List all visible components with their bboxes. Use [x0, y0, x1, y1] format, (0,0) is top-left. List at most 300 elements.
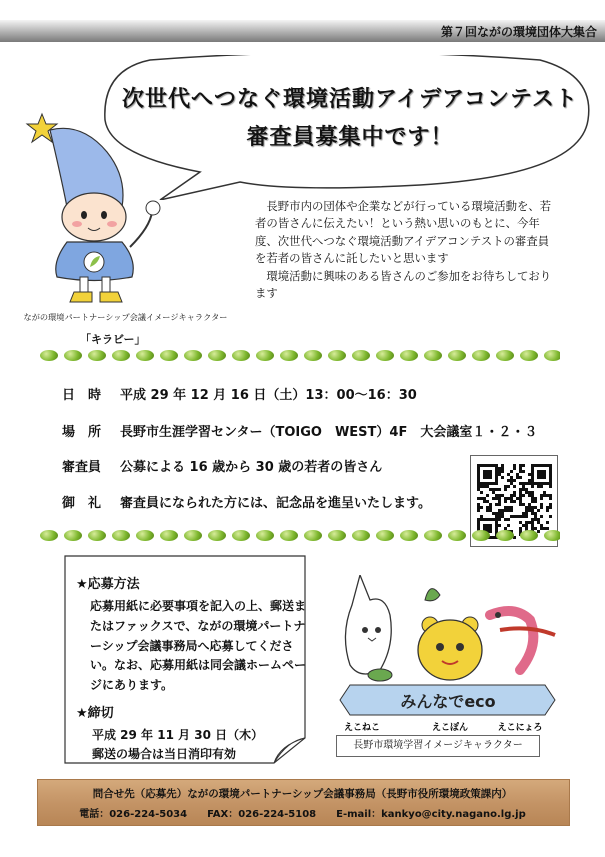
deadline-heading: ★締切: [76, 706, 114, 721]
qr-module: [531, 524, 534, 527]
dot-ornament: [136, 530, 154, 541]
qr-module: [525, 482, 528, 485]
qr-module: [495, 479, 498, 482]
dot-ornament: [304, 530, 322, 541]
judges-label: 審査員: [62, 460, 102, 475]
qr-module: [504, 509, 507, 512]
qr-module: [489, 518, 492, 521]
qr-module: [477, 506, 480, 509]
dot-ornament: [112, 350, 130, 361]
qr-module: [519, 500, 522, 503]
qr-module: [546, 509, 549, 512]
qr-module: [498, 494, 501, 497]
qr-module: [531, 497, 534, 500]
qr-module: [513, 464, 516, 467]
qr-module: [495, 476, 498, 479]
qr-module: [486, 485, 489, 488]
date-row: [62, 384, 417, 403]
recruit-title: 審査員募集中です！: [246, 125, 454, 150]
qr-module: [519, 464, 522, 467]
qr-module: [483, 476, 486, 479]
qr-module: [492, 512, 495, 515]
dot-ornament: [448, 350, 466, 361]
character-caption: ながの環境パートナーシップ会議イメージキャラクター: [23, 312, 228, 322]
qr-module: [486, 482, 489, 485]
qr-module: [537, 518, 540, 521]
qr-module: [534, 512, 537, 515]
dot-ornament: [88, 530, 106, 541]
qr-module: [531, 479, 534, 482]
qr-module: [510, 497, 513, 500]
qr-module: [540, 482, 543, 485]
qr-module: [525, 506, 528, 509]
dot-ornament: [424, 530, 442, 541]
qr-module: [540, 494, 543, 497]
qr-module: [522, 470, 525, 473]
qr-module: [549, 503, 552, 506]
dot-ornament: [88, 350, 106, 361]
qr-module: [486, 464, 489, 467]
qr-module: [540, 473, 543, 476]
qr-module: [510, 506, 513, 509]
qr-module: [522, 482, 525, 485]
qr-module: [537, 482, 540, 485]
qr-module: [525, 512, 528, 515]
qr-module: [540, 506, 543, 509]
qr-module: [522, 485, 525, 488]
qr-module: [489, 482, 492, 485]
qr-module: [495, 524, 498, 527]
qr-module: [501, 515, 504, 518]
qr-module: [483, 470, 486, 473]
application-body: 応募用紙に必要事項を記入の上、郵送またはファックスで、ながの環境パートナーシップ会議事務局へ応募してください。なお、応募用紙は同会議ホームページにあります。: [90, 599, 307, 693]
qr-module: [519, 491, 522, 494]
qr-module: [543, 482, 546, 485]
dot-ornament: [40, 530, 58, 541]
qr-module: [480, 497, 483, 500]
qr-module: [549, 470, 552, 473]
dot-ornament: [232, 350, 250, 361]
qr-module: [477, 476, 480, 479]
qr-module: [501, 464, 504, 467]
qr-module: [510, 470, 513, 473]
qr-module: [483, 500, 486, 503]
qr-module: [516, 473, 519, 476]
qr-module: [546, 494, 549, 497]
qr-module: [489, 506, 492, 509]
qr-module: [522, 464, 525, 467]
qr-module: [504, 506, 507, 509]
qr-module: [531, 506, 534, 509]
qr-module: [504, 485, 507, 488]
qr-module: [477, 521, 480, 524]
qr-module: [549, 485, 552, 488]
qr-module: [531, 467, 534, 470]
qr-module: [531, 518, 534, 521]
qr-module: [486, 476, 489, 479]
qr-module: [531, 485, 534, 488]
qr-module: [498, 503, 501, 506]
qr-module: [537, 485, 540, 488]
qr-module: [495, 497, 498, 500]
qr-module: [546, 521, 549, 524]
thanks-row: [62, 492, 431, 511]
qr-module: [477, 485, 480, 488]
dot-ornament: [184, 350, 202, 361]
qr-module: [504, 497, 507, 500]
qr-module: [480, 506, 483, 509]
qr-module: [489, 473, 492, 476]
qr-module: [543, 476, 546, 479]
qr-module: [525, 488, 528, 491]
qr-module: [504, 488, 507, 491]
qr-module: [549, 506, 552, 509]
qr-module: [549, 473, 552, 476]
qr-module: [549, 482, 552, 485]
qr-module: [516, 476, 519, 479]
dot-ornament: [208, 530, 226, 541]
qr-module: [492, 491, 495, 494]
deadline-date: 平成 29 年 11 月 30 日（木）: [92, 728, 264, 742]
qr-module: [477, 470, 480, 473]
qr-module: [528, 509, 531, 512]
qr-module: [480, 464, 483, 467]
qr-module: [513, 494, 516, 497]
dot-ornament: [64, 350, 82, 361]
qr-module: [519, 503, 522, 506]
contact-line: 問合せ先（応募先）ながの環境パートナーシップ会議事務局（長野市役所環境政策課内）: [92, 788, 513, 800]
qr-module: [507, 524, 510, 527]
qr-module: [495, 482, 498, 485]
qr-module: [531, 521, 534, 524]
qr-module: [477, 503, 480, 506]
dot-ornament: [232, 530, 250, 541]
qr-module: [504, 518, 507, 521]
dot-ornament: [256, 530, 274, 541]
qr-module: [483, 497, 486, 500]
qr-module: [531, 494, 534, 497]
qr-module: [513, 500, 516, 503]
qr-module: [483, 482, 486, 485]
qr-module: [498, 524, 501, 527]
qr-module: [486, 506, 489, 509]
qr-module: [537, 521, 540, 524]
dot-ornament: [376, 350, 394, 361]
qr-module: [540, 497, 543, 500]
qr-module: [537, 464, 540, 467]
qr-module: [480, 518, 483, 521]
qr-module: [477, 479, 480, 482]
dot-ornament: [400, 350, 418, 361]
qr-module: [513, 467, 516, 470]
qr-module: [495, 494, 498, 497]
qr-module: [543, 464, 546, 467]
qr-module: [492, 518, 495, 521]
qr-module: [519, 470, 522, 473]
qr-module: [522, 512, 525, 515]
qr-module: [477, 482, 480, 485]
qr-module: [507, 506, 510, 509]
place-value: 長野市生涯学習センター（TOIGO WEST）4F 大会議室１・２・３: [120, 425, 538, 440]
qr-module: [510, 482, 513, 485]
qr-module: [510, 509, 513, 512]
qr-module: [477, 524, 480, 527]
qr-module: [534, 518, 537, 521]
dot-ornament: [448, 530, 466, 541]
qr-module: [528, 494, 531, 497]
dot-ornament: [472, 530, 490, 541]
qr-module: [498, 473, 501, 476]
qr-module: [519, 497, 522, 500]
qr-module: [492, 464, 495, 467]
qr-module: [483, 524, 486, 527]
qr-module: [546, 482, 549, 485]
qr-module: [504, 500, 507, 503]
qr-module: [540, 485, 543, 488]
qr-module: [543, 494, 546, 497]
qr-module: [549, 467, 552, 470]
qr-module: [537, 509, 540, 512]
dot-ornament: [376, 530, 394, 541]
qr-module: [507, 509, 510, 512]
qr-module: [492, 497, 495, 500]
qr-module: [510, 479, 513, 482]
qr-module: [531, 482, 534, 485]
qr-module: [528, 473, 531, 476]
qr-module: [531, 491, 534, 494]
qr-module: [537, 473, 540, 476]
qr-module: [501, 470, 504, 473]
eco-name: えこねこ: [343, 723, 381, 733]
dot-ornament: [160, 350, 178, 361]
kirabee-character-image: [12, 112, 182, 312]
qr-module: [549, 515, 552, 518]
qr-module: [540, 515, 543, 518]
qr-module: [498, 509, 501, 512]
qr-module: [498, 512, 501, 515]
qr-module: [549, 497, 552, 500]
qr-module: [546, 506, 549, 509]
qr-module: [531, 473, 534, 476]
qr-module: [492, 482, 495, 485]
qr-module: [495, 521, 498, 524]
qr-module: [543, 470, 546, 473]
phone-number: 電話：026-224-5034: [79, 809, 188, 820]
qr-module: [513, 491, 516, 494]
dot-ornament: [136, 350, 154, 361]
qr-module: [498, 488, 501, 491]
qr-module: [531, 512, 534, 515]
qr-module: [489, 476, 492, 479]
qr-module: [537, 476, 540, 479]
contest-title: 次世代へつなぐ環境活動アイデアコンテスト: [121, 87, 579, 112]
qr-module: [519, 521, 522, 524]
qr-module: [543, 473, 546, 476]
qr-module: [483, 473, 486, 476]
eco-characters-image: [330, 575, 560, 735]
email-address[interactable]: E-mail：kankyo@city.nagano.lg.jp: [336, 809, 526, 820]
qr-module: [489, 503, 492, 506]
date-value: 平成 29 年 12 月 16 日（土）13：00～16：30: [120, 388, 417, 403]
qr-module: [540, 476, 543, 479]
qr-module: [549, 479, 552, 482]
qr-module: [489, 524, 492, 527]
dot-ornament: [328, 530, 346, 541]
qr-module: [486, 470, 489, 473]
eco-name: えこにょろ: [497, 723, 543, 733]
deadline-note: 郵送の場合は当日消印有効: [92, 747, 237, 761]
dot-divider-bottom: [40, 528, 560, 542]
qr-module: [522, 503, 525, 506]
judges-row: [62, 456, 382, 475]
qr-module: [543, 491, 546, 494]
qr-module: [495, 518, 498, 521]
qr-module: [498, 470, 501, 473]
qr-module: [519, 476, 522, 479]
qr-module: [513, 479, 516, 482]
dot-ornament: [328, 350, 346, 361]
eco-banner-text: みんなでeco: [400, 692, 496, 711]
qr-module: [498, 518, 501, 521]
qr-module: [510, 494, 513, 497]
dot-ornament: [544, 530, 560, 541]
judges-value: 公募による 16 歳から 30 歳の若者の皆さん: [120, 460, 383, 475]
thanks-label: 御 礼: [62, 496, 102, 511]
qr-module: [525, 491, 528, 494]
qr-module: [495, 503, 498, 506]
qr-module: [522, 524, 525, 527]
qr-module: [519, 515, 522, 518]
header-title: 第７回ながの環境団体大集合: [440, 25, 597, 39]
dot-divider-top: [40, 348, 560, 362]
qr-module: [498, 467, 501, 470]
qr-module: [480, 485, 483, 488]
qr-module: [483, 485, 486, 488]
qr-module: [519, 494, 522, 497]
dot-ornament: [472, 350, 490, 361]
qr-module: [495, 512, 498, 515]
qr-module: [486, 524, 489, 527]
qr-module: [495, 470, 498, 473]
dot-ornament: [112, 530, 130, 541]
thanks-value: 審査員になられた方には、記念品を進呈いたします。: [120, 496, 431, 511]
qr-module: [510, 476, 513, 479]
qr-module: [531, 509, 534, 512]
qr-module: [534, 506, 537, 509]
eco-caption: 長野市環境学習イメージキャラクター: [336, 735, 540, 757]
qr-module: [534, 515, 537, 518]
dot-ornament: [496, 530, 514, 541]
dot-ornament: [208, 350, 226, 361]
qr-module: [486, 509, 489, 512]
qr-module: [495, 515, 498, 518]
qr-module: [540, 503, 543, 506]
qr-module: [483, 464, 486, 467]
qr-module: [477, 518, 480, 521]
qr-module: [525, 515, 528, 518]
qr-module: [549, 464, 552, 467]
qr-module: [528, 506, 531, 509]
qr-module: [486, 500, 489, 503]
qr-module: [531, 500, 534, 503]
qr-module: [501, 476, 504, 479]
qr-module: [489, 470, 492, 473]
qr-module: [501, 467, 504, 470]
qr-module: [477, 488, 480, 491]
qr-module: [498, 497, 501, 500]
contact-numbers: [37, 805, 568, 820]
qr-module: [549, 476, 552, 479]
qr-module: [507, 485, 510, 488]
dot-ornament: [160, 530, 178, 541]
qr-module: [525, 521, 528, 524]
qr-module: [549, 494, 552, 497]
qr-module: [486, 518, 489, 521]
qr-module: [507, 473, 510, 476]
qr-module: [495, 464, 498, 467]
qr-module: [540, 524, 543, 527]
qr-module: [477, 509, 480, 512]
dot-ornament: [40, 350, 58, 361]
qr-module: [489, 464, 492, 467]
qr-module: [486, 473, 489, 476]
qr-module: [525, 509, 528, 512]
qr-module: [492, 488, 495, 491]
qr-module: [540, 464, 543, 467]
qr-module: [519, 488, 522, 491]
place-row: [62, 421, 537, 440]
qr-module: [489, 488, 492, 491]
dot-ornament: [352, 530, 370, 541]
dot-ornament: [424, 350, 442, 361]
qr-module: [477, 473, 480, 476]
qr-module: [501, 509, 504, 512]
qr-module: [501, 494, 504, 497]
qr-module: [513, 485, 516, 488]
qr-module: [537, 470, 540, 473]
dot-ornament: [184, 530, 202, 541]
qr-module: [546, 464, 549, 467]
qr-module: [513, 515, 516, 518]
qr-module: [540, 470, 543, 473]
dot-ornament: [280, 530, 298, 541]
qr-module: [495, 473, 498, 476]
qr-module: [531, 464, 534, 467]
qr-module: [534, 464, 537, 467]
qr-module: [522, 488, 525, 491]
dot-ornament: [280, 350, 298, 361]
qr-module: [507, 497, 510, 500]
qr-module: [480, 491, 483, 494]
qr-module: [498, 500, 501, 503]
qr-module: [495, 467, 498, 470]
qr-module: [498, 515, 501, 518]
qr-module: [528, 479, 531, 482]
dot-ornament: [520, 530, 538, 541]
qr-module: [531, 470, 534, 473]
dot-ornament: [544, 350, 560, 361]
qr-module: [480, 482, 483, 485]
character-name: 「キラビー」: [80, 333, 146, 346]
qr-module: [489, 509, 492, 512]
qr-module: [516, 515, 519, 518]
qr-module: [528, 491, 531, 494]
qr-module: [510, 515, 513, 518]
intro-paragraph: 環境活動に興味のある皆さんのご参加をお待ちしております: [255, 268, 552, 301]
dot-ornament: [496, 350, 514, 361]
qr-module: [483, 518, 486, 521]
qr-module: [507, 479, 510, 482]
